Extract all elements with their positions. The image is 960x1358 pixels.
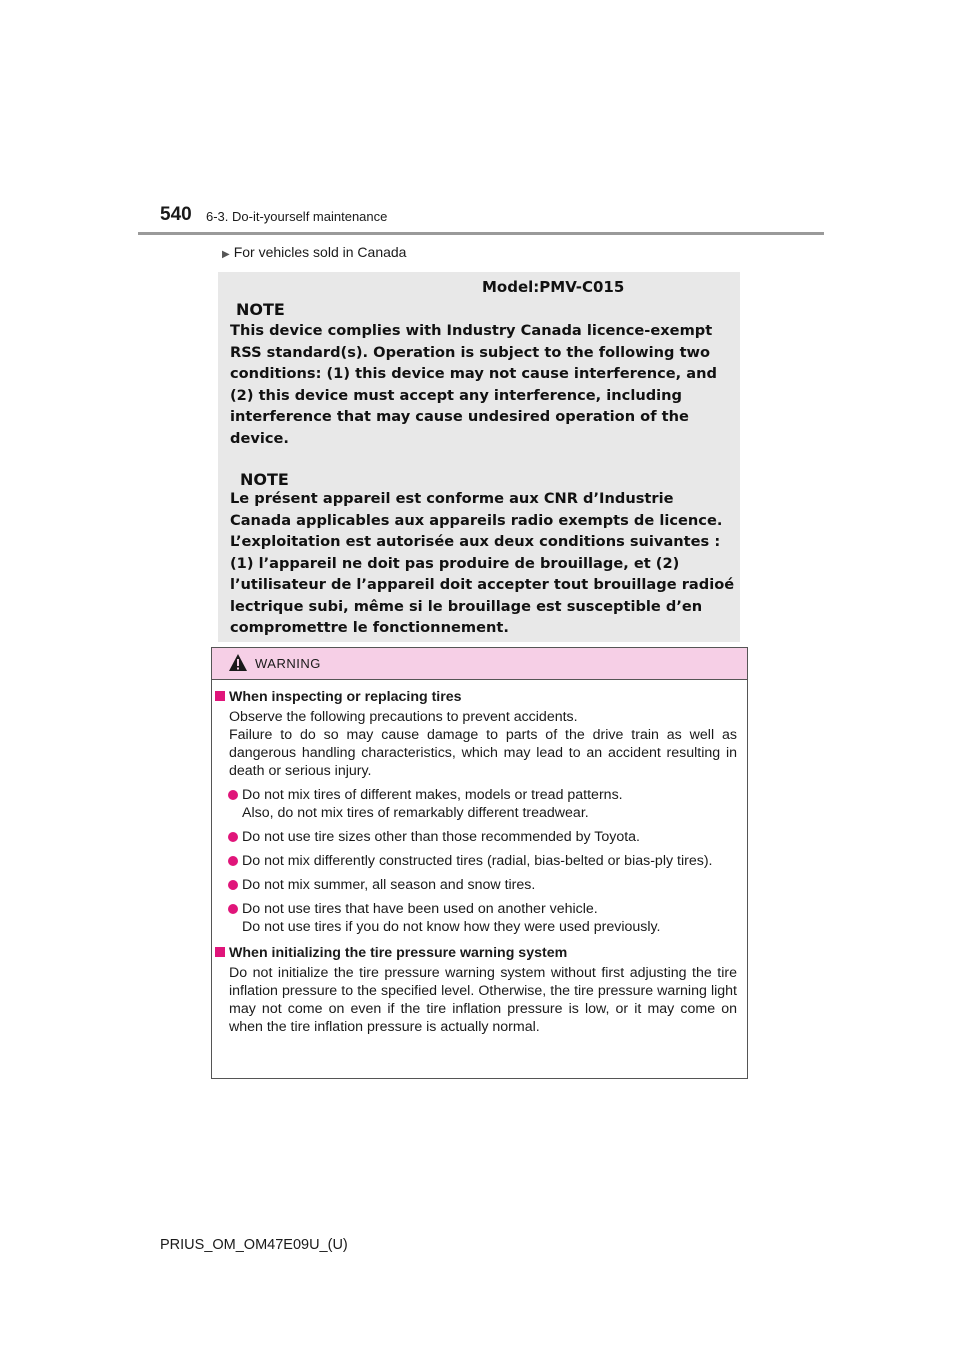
warning-triangle-icon: [228, 653, 248, 677]
section-heading: [212, 688, 747, 706]
square-bullet-icon: [215, 691, 225, 701]
section-title: 6-3. Do-it-yourself maintenance: [206, 209, 388, 224]
circle-bullet-icon: [228, 880, 238, 890]
label-model: Model:PMV-C015: [482, 278, 625, 296]
bullet-item: [212, 852, 747, 870]
bullet-text: Do not mix summer, all season and snow tires.: [242, 877, 536, 893]
label-note-fr-text: Le présent appareil est conforme aux CNR d’Industrie Canada applicables aux appareils radio exempts de licence. L’exploitation est autorisée aux deux conditions suivantes : (1) l’appareil ne doit pas produire de brouillage, et (2) l’utilisateur de l’appareil doit accepter tout brouillage radioé lectrique subi, même si le brouillage est susceptible d’en compromettre le fonctionnement.: [230, 490, 735, 636]
warning-label: WARNING: [255, 656, 321, 671]
section-paragraph: Do not initialize the tire pressure warning system without first adjusting the tire inflation pressure to the specified level. Otherwise, the tire pressure warning light may not come on even if the tire inflation pressure is low, or it may come on when the tire inflation pressure is actually normal.: [229, 965, 737, 1035]
circle-bullet-icon: [228, 790, 238, 800]
label-note-fr-title: NOTE: [240, 470, 289, 489]
section-heading-text: When inspecting or replacing tires: [229, 689, 462, 705]
circle-bullet-icon: [228, 832, 238, 842]
label-note-en-text: This device complies with Industry Canada licence-exempt RSS standard(s). Operation is subject to the following two conditions: (1) this device may not cause interference, and (2) this device must accept any interference, including interference that may cause undesired operation of the device.: [230, 322, 717, 447]
label-note-en-title: NOTE: [236, 300, 285, 319]
bullet-text: Do not use tire sizes other than those recommended by Toyota.: [242, 829, 640, 845]
bullet-item: [212, 828, 747, 846]
circle-bullet-icon: [228, 904, 238, 914]
section-heading: [212, 944, 747, 962]
square-bullet-icon: [215, 947, 225, 957]
page-number: 540: [160, 204, 192, 225]
footer-code: PRIUS_OM_OM47E09U_(U): [160, 1237, 348, 1253]
subheading: [222, 244, 406, 260]
warning-body: [212, 688, 747, 1036]
bullet-text: Do not mix differently constructed tires (radial, bias-belted or bias-ply tires).: [242, 853, 713, 869]
bullet-item: [212, 786, 747, 822]
circle-bullet-icon: [228, 856, 238, 866]
bullet-item: [212, 900, 747, 936]
section-paragraph: Observe the following precautions to prevent accidents. Failure to do so may cause damage to parts of the drive train as well as dangerous handling characteristics, which may lead to an accident resulting in death or serious injury.: [229, 709, 737, 779]
warning-box: [211, 647, 748, 1079]
warning-section: [212, 944, 747, 1036]
bullet-text: Do not use tires that have been used on another vehicle. Do not use tires if you do not know how they were used previously.: [242, 901, 661, 935]
bullet-item: [212, 876, 747, 894]
triangle-bullet-icon: ▶: [222, 249, 230, 260]
warning-header: [212, 648, 747, 680]
subheading-text: For vehicles sold in Canada: [233, 244, 407, 260]
bullet-text: Do not mix tires of different makes, models or tread patterns. Also, do not mix tires of remarkably different treadwear.: [242, 787, 623, 821]
fcc-label-image: [218, 272, 740, 642]
header-rule: [138, 232, 824, 235]
section-heading-text: When initializing the tire pressure warning system: [229, 945, 568, 961]
warning-section: [212, 688, 747, 936]
